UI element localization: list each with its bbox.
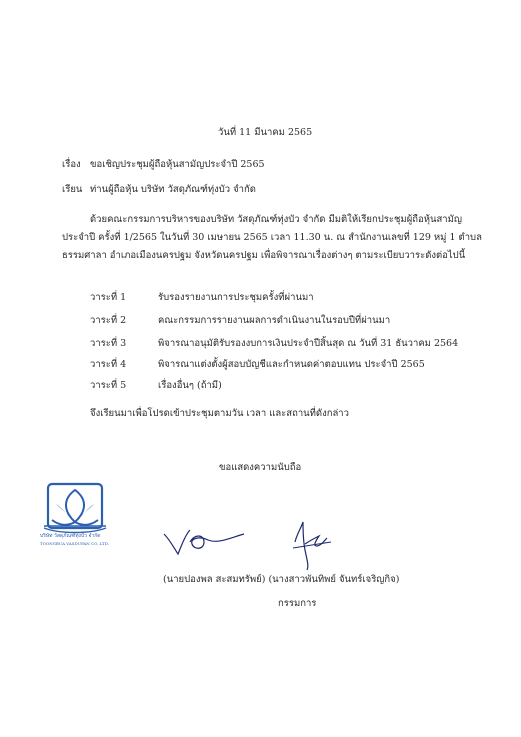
logo-company-thai: บริษัท วัสดุภัณฑ์ทุ่งบัว จำกัด [40,533,101,539]
signature-2 [285,516,355,572]
agenda-number: วาระที่ 1 [90,292,127,303]
agenda-number: วาระที่ 5 [90,380,127,391]
body-line-2: ประจำปี ครั้งที่ 1/2565 ในวันที่ 30 เมษายน 2565 เวลา 11.30 น. ณ สำนักงานเลขที่ 129 หมู่ 1 ตำบล [62,232,482,243]
closing-sentence: จึงเรียนมาเพื่อโปรดเข้าประชุมตามวัน เวลา และสถานที่ดังกล่าว [90,408,349,419]
subject-text: ขอเชิญประชุมผู้ถือหุ้นสามัญประจำปี 2565 [90,159,265,170]
body-line-3: ธรรมศาลา อำเภอเมืองนครปฐม จังหวัดนครปฐม เพื่อพิจารณาเรื่องต่างๆ ตามระเบียบวาระดังต่อไปนี้ [62,250,466,261]
signature-1 [160,522,250,562]
agenda-number: วาระที่ 2 [90,315,127,326]
agenda-text: รับรองรายงานการประชุมครั้งที่ผ่านมา [158,292,314,303]
recipient-label: เรียน [62,184,83,195]
signatory-role: กรรมการ [278,598,317,609]
logo-company-english: TOONGBUA VASDUPAN CO.,LTD. [40,541,110,546]
agenda-text: พิจารณาแต่งตั้งผู้สอบบัญชีและกำหนดค่าตอบแทน ประจำปี 2565 [158,359,425,370]
agenda-text: คณะกรรมการรายงานผลการดำเนินงานในรอบปีที่ผ่านมา [158,315,391,326]
subject-label: เรื่อง [62,159,81,170]
agenda-text: เรื่องอื่นๆ (ถ้ามี) [158,380,222,391]
letter-date: วันที่ 11 มีนาคม 2565 [218,127,313,138]
agenda-number: วาระที่ 4 [90,359,127,370]
agenda-number: วาระที่ 3 [90,338,127,349]
agenda-text: พิจารณาอนุมัติรับรองงบการเงินประจำปีสิ้นสุด ณ วันที่ 31 ธันวาคม 2564 [158,338,459,349]
signatory-names: (นายปองพล สะสมทรัพย์) (นางสาวพันทิพย์ จันทร์เจริญกิจ) [163,574,400,585]
regards-text: ขอแสดงความนับถือ [219,462,302,473]
recipient-text: ท่านผู้ถือหุ้น บริษัท วัสดุภัณฑ์ทุ่งบัว จำกัด [90,184,256,195]
body-line-1: ด้วยคณะกรรมการบริหารของบริษัท วัสดุภัณฑ์ทุ่งบัว จำกัด มีมติให้เรียกประชุมผู้ถือหุ้นสามัญ [90,214,462,225]
